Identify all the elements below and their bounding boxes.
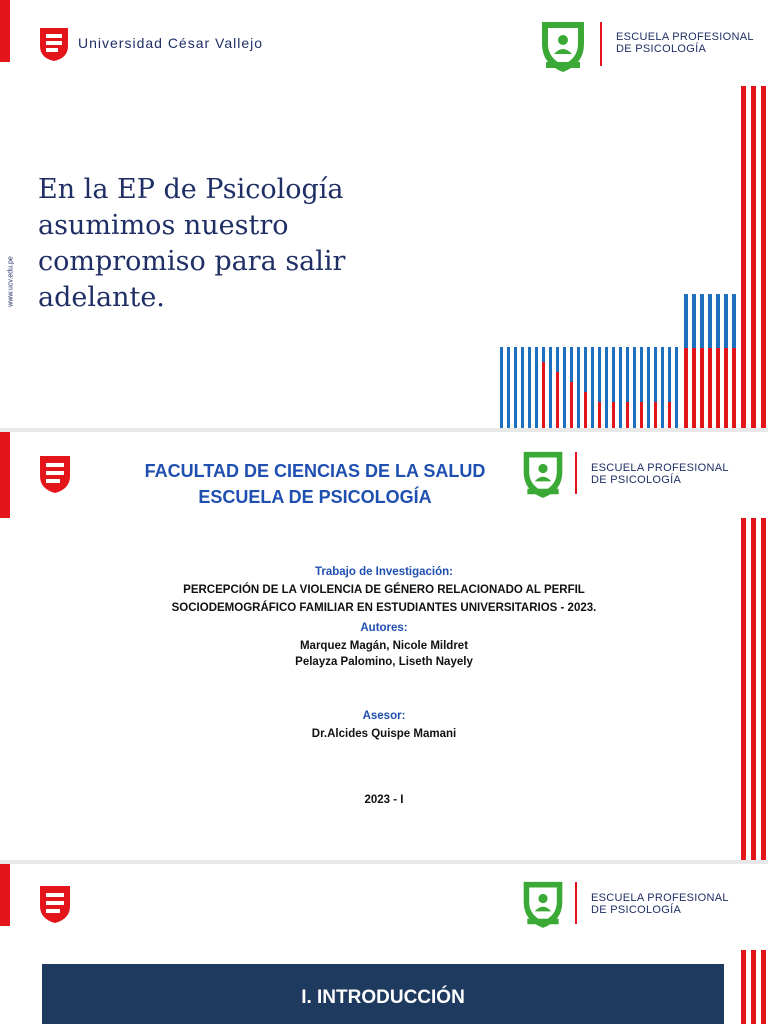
barcode-stripes	[498, 292, 740, 428]
ucv-shield-logo-icon	[38, 454, 72, 494]
authors-label: Autores:	[360, 622, 408, 634]
section-title: I. INTRODUCCIÓN	[301, 987, 465, 1008]
faculty-title	[120, 458, 510, 510]
university-name: Universidad César Vallejo	[78, 35, 264, 51]
escuela-line-1: ESCUELA PROFESIONAL	[591, 462, 729, 474]
work-title-line-2: SOCIODEMOGRÁFICO FAMILIAR EN ESTUDIANTES UNIVERSITARIOS - 2023.	[171, 602, 597, 614]
escuela-line-2: DE PSICOLOGÍA	[591, 474, 682, 486]
red-accent-bar	[0, 432, 10, 518]
faculty-line-2: ESCUELA DE PSICOLOGÍA	[198, 487, 432, 507]
slide-cover	[0, 0, 768, 428]
right-red-stripes	[738, 86, 768, 428]
advisor-name: Dr.Alcides Quispe Mamani	[311, 728, 457, 740]
escuela-divider	[600, 22, 602, 66]
slide-title	[0, 432, 768, 860]
right-red-stripes	[738, 950, 768, 1024]
slide-introduction	[0, 864, 768, 1024]
accreditation-badge-icon	[538, 18, 588, 74]
escuela-line-2: DE PSICOLOGÍA	[616, 43, 707, 55]
cover-message	[38, 172, 345, 316]
escuela-line-1: ESCUELA PROFESIONAL	[616, 31, 754, 43]
advisor-label: Asesor:	[362, 710, 406, 722]
author-2: Pelayza Palomino, Liseth Nayely	[295, 656, 473, 668]
escuela-label	[591, 892, 729, 916]
red-accent-bar	[0, 0, 10, 62]
ucv-shield-logo-icon	[38, 884, 72, 924]
section-title-bar	[42, 964, 724, 1024]
author-1: Marquez Magán, Nicole Mildret	[299, 640, 469, 652]
accreditation-badge-icon	[520, 878, 566, 930]
escuela-line-2: DE PSICOLOGÍA	[591, 904, 682, 916]
escuela-label	[591, 462, 729, 486]
message-line-2: asumimos nuestro	[38, 210, 289, 241]
message-line-3: compromiso para salir	[38, 246, 346, 277]
red-accent-bar	[0, 864, 10, 926]
escuela-line-1: ESCUELA PROFESIONAL	[591, 892, 729, 904]
period: 2023 - I	[364, 794, 404, 806]
escuela-divider	[575, 452, 577, 494]
escuela-divider	[575, 882, 577, 924]
ucv-shield-logo-icon	[38, 26, 70, 62]
work-label: Trabajo de Investigación:	[314, 566, 454, 578]
message-line-4: adelante.	[38, 282, 165, 313]
website-vertical: www.ucv.edu.pe	[7, 256, 15, 307]
work-title-line-1: PERCEPCIÓN DE LA VIOLENCIA DE GÉNERO RELACIONADO AL PERFIL	[183, 584, 585, 596]
message-line-1: En la EP de Psicología	[38, 174, 344, 205]
escuela-label	[616, 31, 754, 55]
accreditation-badge-icon	[520, 448, 566, 500]
faculty-line-1: FACULTAD DE CIENCIAS DE LA SALUD	[144, 461, 486, 481]
